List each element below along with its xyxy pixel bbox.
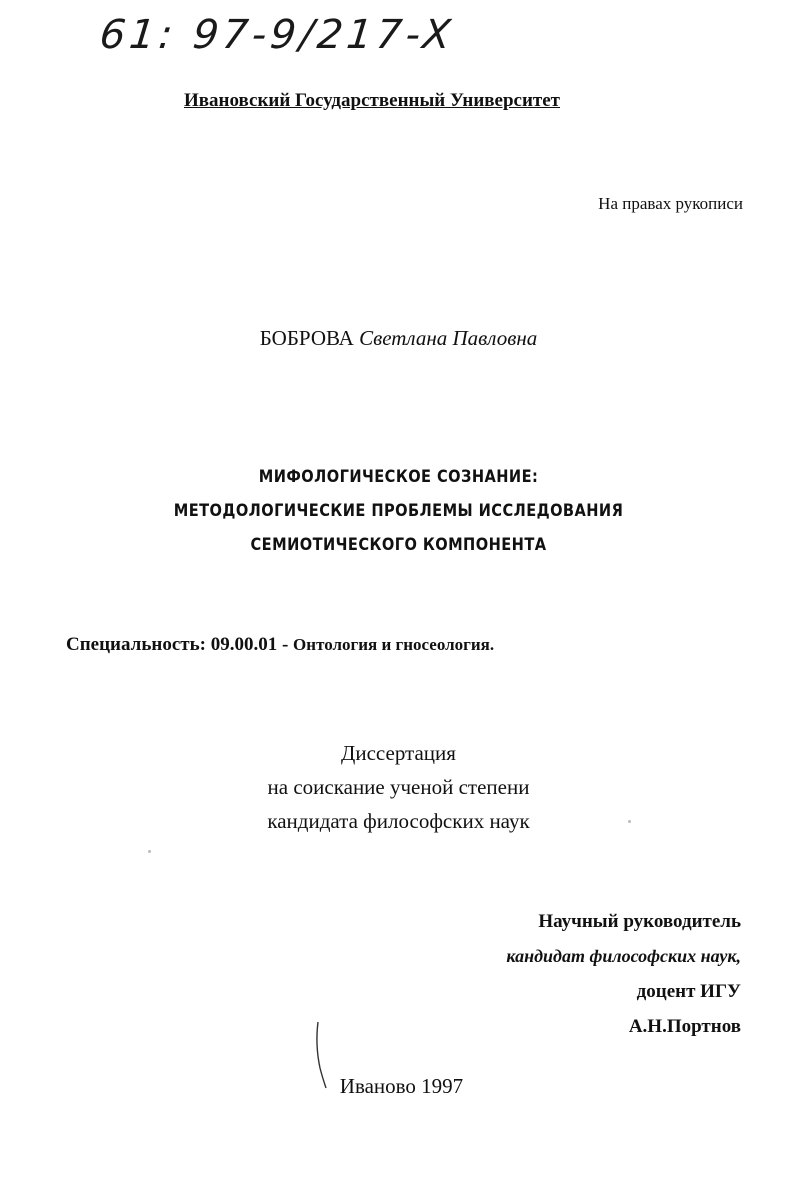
- title-line-1: МИФОЛОГИЧЕСКОЕ СОЗНАНИЕ:: [258, 467, 539, 487]
- dissertation-line-2: на соискание ученой степени: [267, 775, 530, 799]
- specialty-line: [66, 634, 494, 656]
- specialty-label: Специальность:: [66, 634, 206, 655]
- title-line-2: МЕТОДОЛОГИЧЕСКИЕ ПРОБЛЕМЫ ИССЛЕДОВАНИЯ: [173, 501, 624, 521]
- author-name: [0, 326, 797, 351]
- scientific-advisor-block: [506, 904, 741, 1044]
- advisor-position: доцент ИГУ: [636, 981, 741, 1002]
- handwritten-shelfmark: 61: 97-9/217-X: [97, 12, 457, 58]
- dissertation-line-1: Диссертация: [341, 741, 456, 765]
- specialty-separator: -: [281, 634, 289, 655]
- university-name: Ивановский Государственный Университет: [184, 90, 561, 111]
- scan-speck: [148, 850, 151, 853]
- author-surname: БОБРОВА: [259, 326, 354, 350]
- advisor-degree: кандидат философских наук,: [506, 946, 741, 966]
- dissertation-degree-block: [0, 736, 797, 838]
- advisor-name: А.Н.Портнов: [628, 1016, 741, 1037]
- title-line-3: СЕМИОТИЧЕСКОГО КОМПОНЕНТА: [250, 535, 547, 555]
- specialty-name: Онтология и гносеология.: [293, 635, 495, 654]
- advisor-role: Научный руководитель: [538, 911, 741, 932]
- author-given-names: Светлана Павловна: [359, 326, 538, 350]
- city-and-year: Иваново 1997: [339, 1074, 464, 1098]
- manuscript-rights-note: На правах рукописи: [598, 194, 743, 213]
- scan-speck: [628, 820, 631, 823]
- dissertation-line-3: кандидата философских наук: [267, 809, 530, 833]
- dissertation-title: [56, 460, 741, 562]
- specialty-code: 09.00.01: [210, 634, 278, 655]
